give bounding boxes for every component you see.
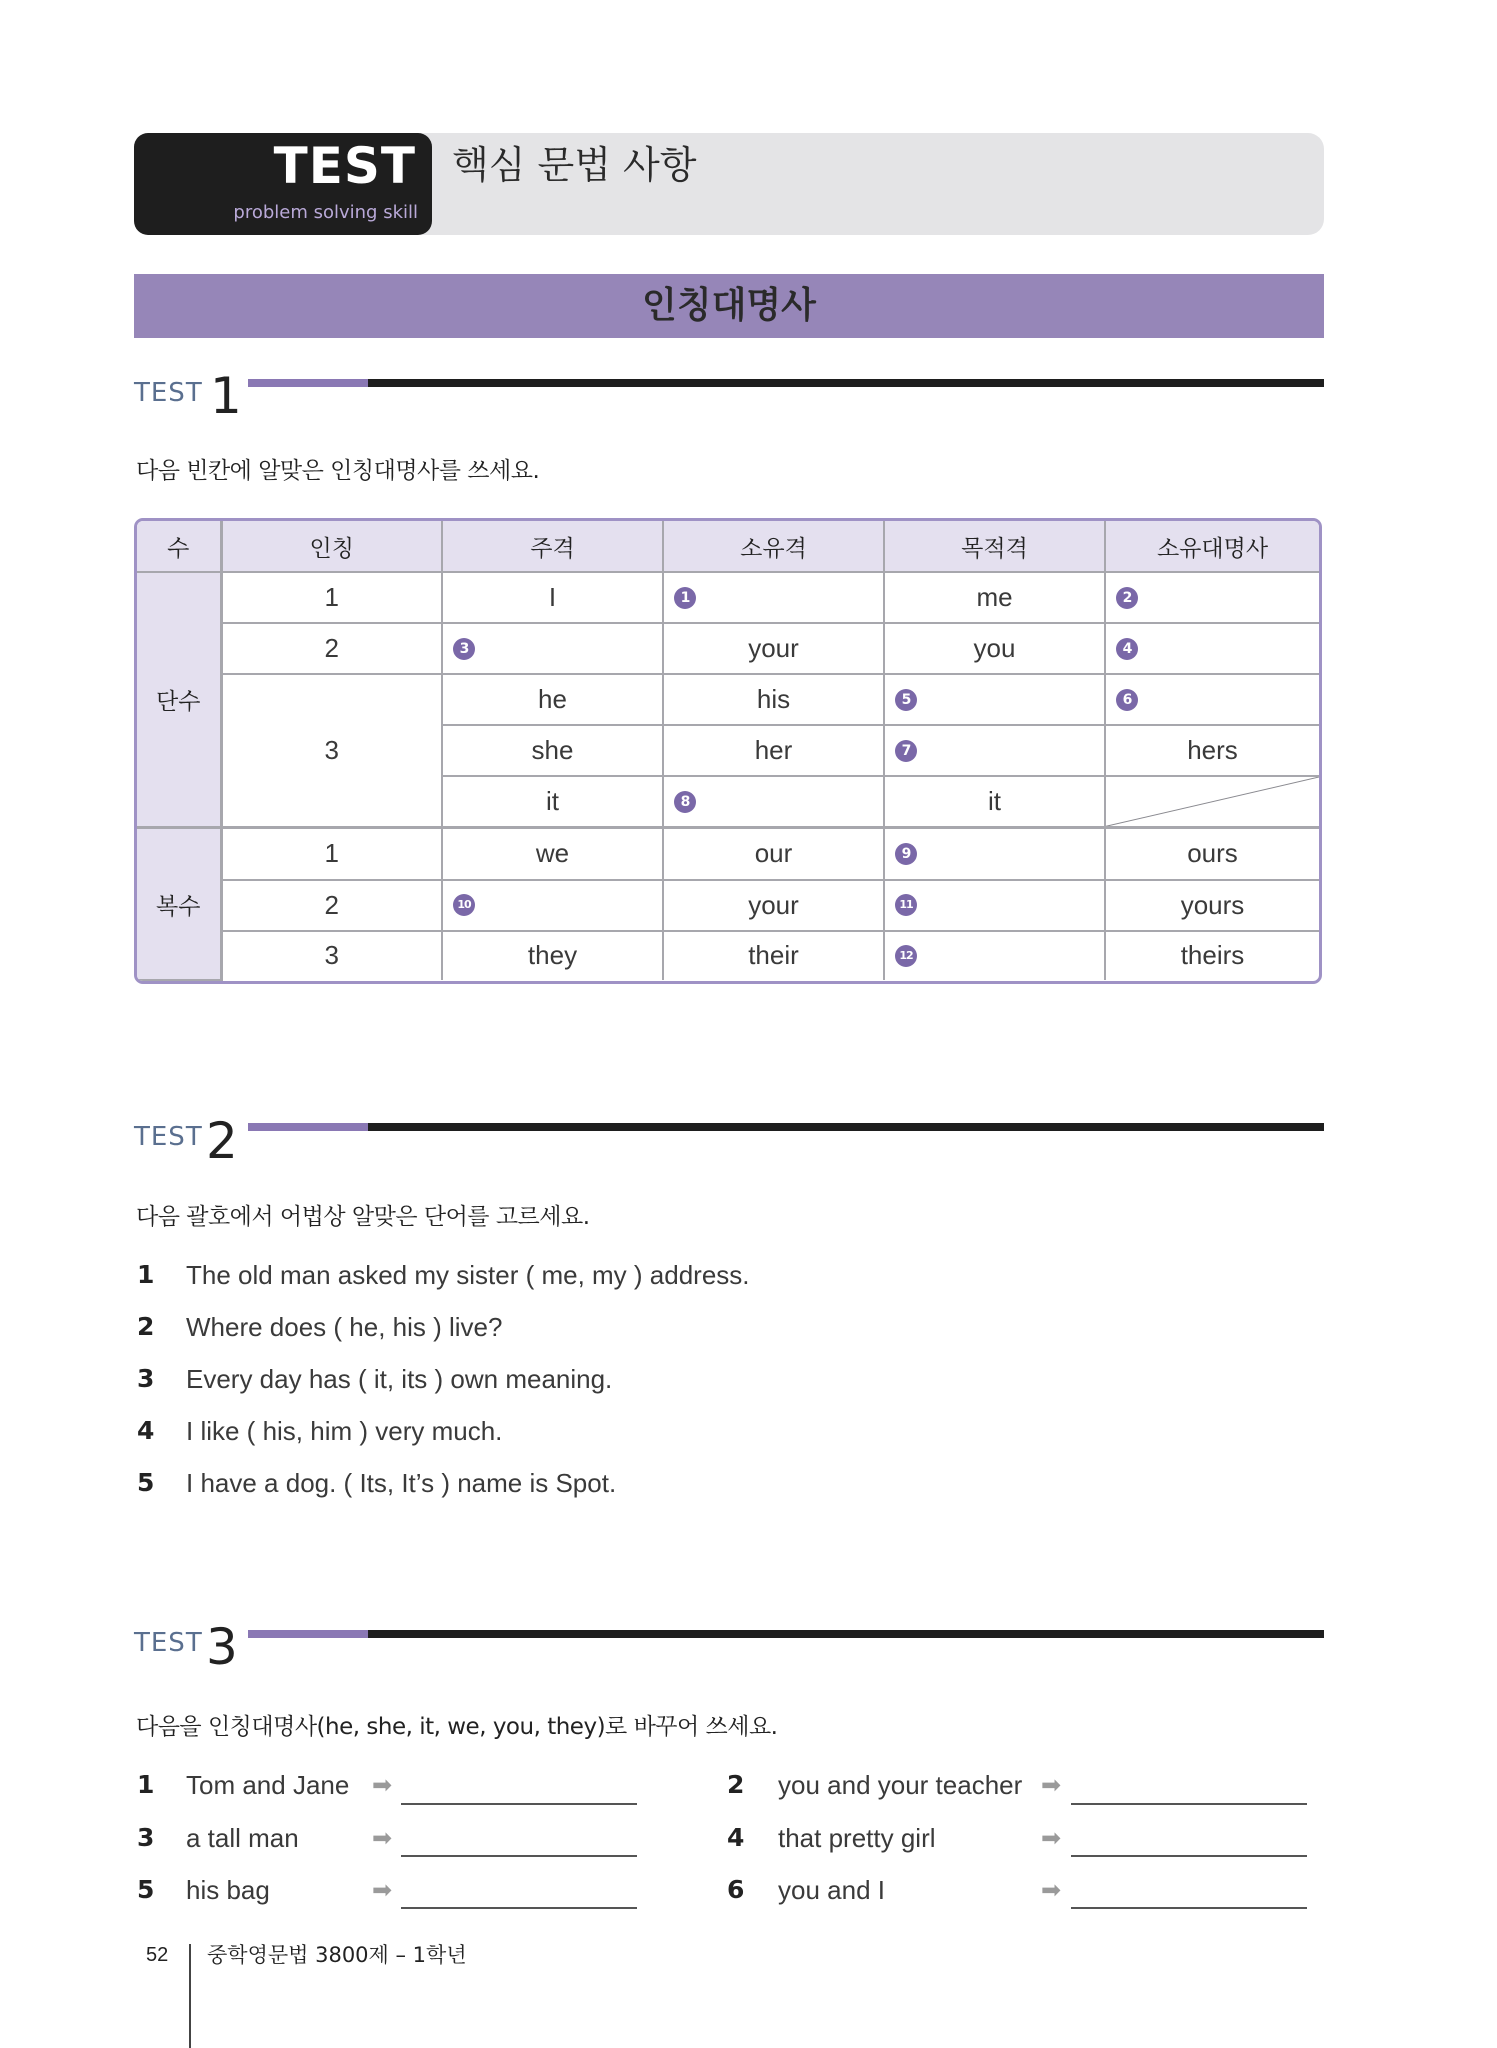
test1-label: TEST <box>134 378 203 408</box>
subjective-cell: they <box>442 931 663 980</box>
item-text: a tall man <box>186 1823 299 1853</box>
arrow-right-icon: ➡ <box>1041 1771 1062 1799</box>
person-cell: 3 <box>221 931 442 980</box>
question-number: 4 <box>137 1416 155 1445</box>
arrow-right-icon: ➡ <box>1041 1876 1062 1904</box>
diagonal-line <box>1106 777 1319 826</box>
question-text[interactable]: I like ( his, him ) very much. <box>186 1416 503 1446</box>
answer-blank[interactable] <box>1071 1855 1307 1857</box>
test3-number: 3 <box>206 1618 238 1676</box>
test1-number: 1 <box>210 367 242 425</box>
item-number: 1 <box>137 1770 155 1799</box>
test2-rule <box>368 1123 1324 1131</box>
table-row <box>137 880 1319 931</box>
blank-cell[interactable] <box>663 776 884 828</box>
singular-label: 단수 <box>137 572 221 828</box>
item-text: Tom and Jane <box>186 1770 350 1800</box>
table-row <box>137 674 1319 725</box>
test1-rule-accent <box>248 379 368 387</box>
question-number: 5 <box>137 1468 155 1497</box>
question-text[interactable]: I have a dog. ( Its, It’s ) name is Spot. <box>186 1468 617 1498</box>
question-text[interactable]: Every day has ( it, its ) own meaning. <box>186 1364 613 1394</box>
question-text[interactable]: Where does ( he, his ) live? <box>186 1312 503 1342</box>
blank-cell[interactable] <box>884 880 1105 931</box>
arrow-right-icon: ➡ <box>372 1771 393 1799</box>
test2-label: TEST <box>134 1122 203 1152</box>
table-row <box>137 623 1319 674</box>
item-text: that pretty girl <box>778 1823 936 1853</box>
blank-number-badge: 3 <box>453 638 475 660</box>
empty-diagonal-cell <box>1105 776 1319 828</box>
item-text: you and your teacher <box>778 1770 1023 1800</box>
blank-cell[interactable] <box>1105 623 1319 674</box>
topic-bar <box>134 274 1324 338</box>
objective-cell: it <box>884 776 1105 828</box>
possessive-pronoun-cell: yours <box>1105 880 1319 931</box>
answer-blank[interactable] <box>401 1855 637 1857</box>
item-text: his bag <box>186 1875 270 1905</box>
answer-blank[interactable] <box>401 1907 637 1909</box>
possessive-pronoun-cell: ours <box>1105 828 1319 880</box>
possessive-cell: their <box>663 931 884 980</box>
test3-rule <box>368 1630 1324 1638</box>
table-row <box>137 931 1319 980</box>
question-text[interactable]: The old man asked my sister ( me, my ) address. <box>186 1260 750 1290</box>
objective-cell: me <box>884 572 1105 623</box>
test1-instruction: 다음 빈칸에 알맞은 인칭대명사를 쓰세요. <box>136 458 540 484</box>
subjective-cell: I <box>442 572 663 623</box>
possessive-cell: her <box>663 725 884 776</box>
possessive-pronoun-cell: hers <box>1105 725 1319 776</box>
blank-cell[interactable] <box>884 725 1105 776</box>
blank-cell[interactable] <box>884 828 1105 880</box>
answer-blank[interactable] <box>1071 1907 1307 1909</box>
blank-cell[interactable] <box>442 880 663 931</box>
test3-rule-accent <box>248 1630 368 1638</box>
blank-cell[interactable] <box>663 572 884 623</box>
test-badge-title: TEST <box>273 137 416 195</box>
subjective-cell: she <box>442 725 663 776</box>
answer-blank[interactable] <box>1071 1803 1307 1805</box>
header-possessive-pronoun: 소유대명사 <box>1105 521 1319 572</box>
question-number: 3 <box>137 1364 155 1393</box>
header-objective: 목적격 <box>884 521 1105 572</box>
blank-number-badge: 5 <box>895 689 917 711</box>
blank-number-badge: 4 <box>1116 638 1138 660</box>
test1-rule <box>368 379 1324 387</box>
subjective-cell: it <box>442 776 663 828</box>
blank-number-badge: 2 <box>1116 587 1138 609</box>
item-number: 5 <box>137 1875 155 1904</box>
blank-cell[interactable] <box>884 674 1105 725</box>
question-number: 1 <box>137 1260 155 1289</box>
person-cell: 1 <box>221 572 442 623</box>
possessive-cell: your <box>663 880 884 931</box>
pronoun-table <box>134 518 1322 984</box>
header-possessive: 소유격 <box>663 521 884 572</box>
person-cell: 3 <box>221 674 442 828</box>
arrow-right-icon: ➡ <box>372 1876 393 1904</box>
test3-label: TEST <box>134 1628 203 1658</box>
blank-number-badge: 8 <box>674 791 696 813</box>
blank-cell[interactable] <box>442 623 663 674</box>
table-row <box>137 572 1319 623</box>
blank-cell[interactable] <box>1105 674 1319 725</box>
blank-cell[interactable] <box>884 931 1105 980</box>
blank-number-badge: 6 <box>1116 689 1138 711</box>
test2-number: 2 <box>206 1112 238 1170</box>
blank-number-badge: 1 <box>674 587 696 609</box>
book-title: 중학영문법 3800제 – 1학년 <box>207 1943 467 1967</box>
footer-divider <box>189 1944 191 2048</box>
possessive-pronoun-cell: theirs <box>1105 931 1319 980</box>
header-subjective: 주격 <box>442 521 663 572</box>
person-cell: 2 <box>221 623 442 674</box>
test2-instruction: 다음 괄호에서 어법상 알맞은 단어를 고르세요. <box>136 1204 590 1230</box>
objective-cell: you <box>884 623 1105 674</box>
blank-number-badge: 11 <box>895 894 917 916</box>
item-number: 4 <box>727 1823 745 1852</box>
blank-number-badge: 9 <box>895 843 917 865</box>
plural-label: 복수 <box>137 828 221 980</box>
table-row <box>137 828 1319 880</box>
arrow-right-icon: ➡ <box>1041 1824 1062 1852</box>
test-badge-subtitle: problem solving skill <box>233 202 418 223</box>
blank-number-badge: 7 <box>895 740 917 762</box>
possessive-cell: our <box>663 828 884 880</box>
arrow-right-icon: ➡ <box>372 1824 393 1852</box>
possessive-cell: his <box>663 674 884 725</box>
subjective-cell: we <box>442 828 663 880</box>
possessive-cell: your <box>663 623 884 674</box>
blank-number-badge: 12 <box>895 945 917 967</box>
header-person: 인칭 <box>221 521 442 572</box>
blank-cell[interactable] <box>1105 572 1319 623</box>
topic-title: 인칭대명사 <box>642 285 816 326</box>
header-number: 수 <box>137 521 221 572</box>
test3-instruction: 다음을 인칭대명사(he, she, it, we, you, they)로 바꾸어 쓰세요. <box>136 1714 778 1740</box>
item-number: 6 <box>727 1875 745 1904</box>
page-number: 52 <box>146 1944 169 1966</box>
item-number: 2 <box>727 1770 745 1799</box>
answer-blank[interactable] <box>401 1803 637 1805</box>
item-text: you and I <box>778 1875 885 1905</box>
question-number: 2 <box>137 1312 155 1341</box>
table-header-row <box>137 521 1319 572</box>
person-cell: 1 <box>221 828 442 880</box>
page-title: 핵심 문법 사항 <box>452 143 697 187</box>
person-cell: 2 <box>221 880 442 931</box>
subjective-cell: he <box>442 674 663 725</box>
blank-number-badge: 10 <box>453 894 475 916</box>
test2-rule-accent <box>248 1123 368 1131</box>
item-number: 3 <box>137 1823 155 1852</box>
